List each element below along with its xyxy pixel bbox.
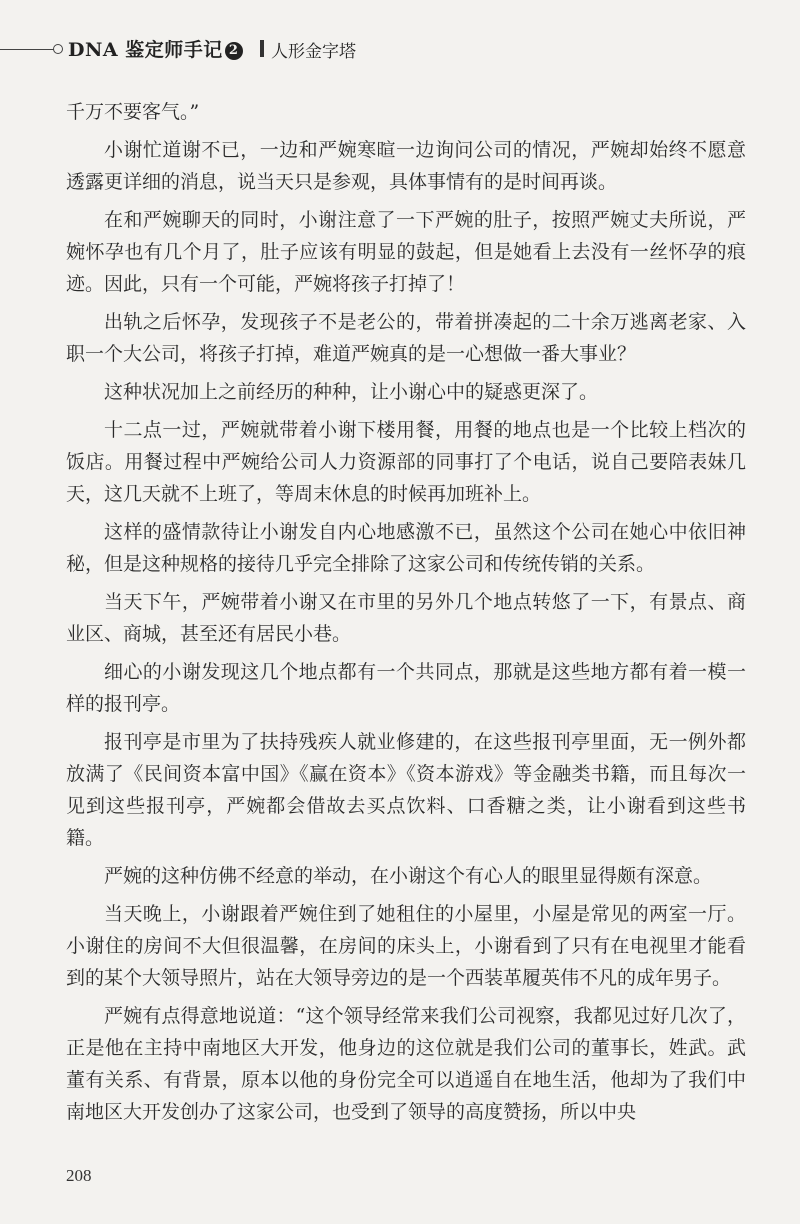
paragraph: 严婉的这种仿佛不经意的举动，在小谢这个有心人的眼里显得颇有深意。	[104, 865, 713, 887]
body-text	[66, 96, 746, 1134]
paragraph: 当天晚上，小谢跟着严婉住到了她租住的小屋里，小屋是常见的两室一厅。小谢住的房间不大但很温馨，在房间的床头上，小谢看到了只有在电视里才能看到的某个大领导照片，站在大领导旁边的是一个西装革履英伟不凡的成年男子。	[66, 903, 746, 989]
book-subtitle: 人形金字塔	[271, 42, 356, 62]
paragraph: 这样的盛情款待让小谢发自内心地感激不已，虽然这个公司在她心中依旧神秘，但是这种规格的接待几乎完全排除了这家公司和传统传销的关系。	[66, 521, 746, 575]
running-header	[0, 34, 800, 64]
header-rule	[0, 49, 54, 50]
paragraph: 细心的小谢发现这几个地点都有一个共同点，那就是这些地方都有着一模一样的报刊亭。	[66, 661, 746, 715]
paragraph: 千万不要客气。”	[66, 101, 200, 123]
paragraph: 出轨之后怀孕，发现孩子不是老公的，带着拼凑起的二十余万逃离老家、入职一个大公司，将孩子打掉，难道严婉真的是一心想做一番大事业？	[66, 311, 746, 365]
paragraph: 报刊亭是市里为了扶持残疾人就业修建的，在这些报刊亭里面，无一例外都放满了《民间资本富中国》《赢在资本》《资本游戏》等金融类书籍，而且每次一见到这些报刊亭，严婉都会借故去买点饮料、口香糖之类，让小谢看到这些书籍。	[66, 731, 746, 849]
header-circle-ornament	[53, 44, 63, 54]
page-number: 208	[66, 1166, 92, 1185]
paragraph: 严婉有点得意地说道：“这个领导经常来我们公司视察，我都见过好几次了，正是他在主持中南地区大开发，他身边的这位就是我们公司的董事长，姓武。武董有关系、有背景，原本以他的身份完全可以逍遥自在地生活，他却为了我们中南地区大开发创办了这家公司，也受到了领导的高度赞扬，所以中央	[66, 1005, 746, 1123]
book-title: DNA 鉴定师手记 2	[68, 35, 243, 62]
volume-number-badge: 2	[225, 42, 243, 60]
paragraph: 小谢忙道谢不已，一边和严婉寒暄一边询问公司的情况，严婉却始终不愿意透露更详细的消息，说当天只是参观，具体事情有的是时间再谈。	[66, 139, 746, 193]
paragraph: 十二点一过，严婉就带着小谢下楼用餐，用餐的地点也是一个比较上档次的饭店。用餐过程中严婉给公司人力资源部的同事打了个电话，说自己要陪表妹几天，这几天就不上班了，等周末休息的时候再加班补上。	[66, 419, 746, 505]
paragraph: 当天下午，严婉带着小谢又在市里的另外几个地点转悠了一下，有景点、商业区、商城，甚至还有居民小巷。	[66, 591, 746, 645]
paragraph: 这种状况加上之前经历的种种，让小谢心中的疑惑更深了。	[104, 381, 599, 403]
header-divider-bar	[260, 40, 264, 57]
paragraph: 在和严婉聊天的同时，小谢注意了一下严婉的肚子，按照严婉丈夫所说，严婉怀孕也有几个月了，肚子应该有明显的鼓起，但是她看上去没有一丝怀孕的痕迹。因此，只有一个可能，严婉将孩子打掉了！	[66, 209, 746, 295]
